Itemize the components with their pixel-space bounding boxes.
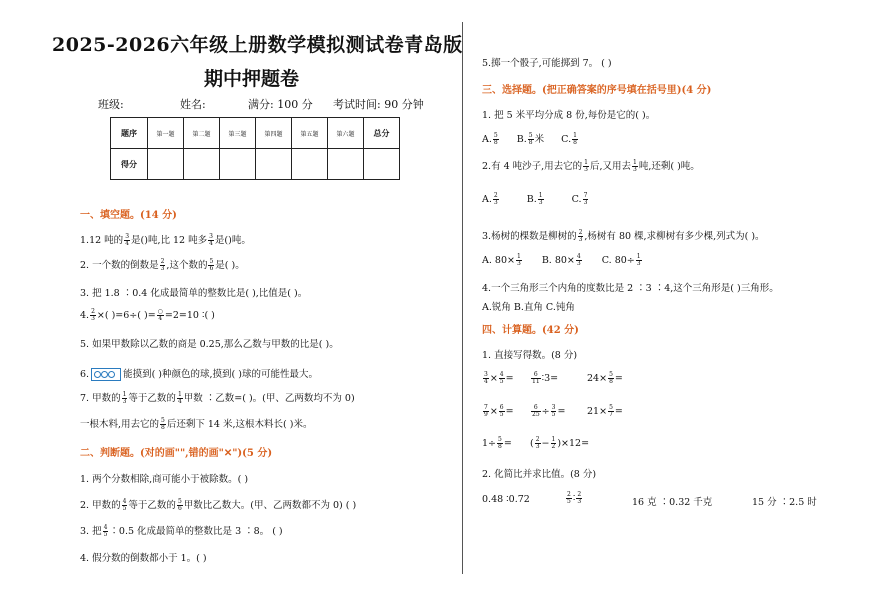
- fraction: $\frac{3}{4}$: [209, 233, 213, 247]
- fraction: $\frac{1}{3}$: [538, 192, 543, 206]
- calc-expr: $\frac{6}{25}$ ÷ $\frac{3}{5}$ =: [532, 404, 566, 418]
- judge-3: 3. 把 $\frac{4}{5}$ ∶0.5 化成最简单的整数比是 3 ∶8。 ( ): [80, 524, 283, 538]
- choice-2-options: A. $\frac{2}{3}$ B. $\frac{1}{3}$ C. $\frac{7}{3}$: [482, 192, 588, 206]
- calc-expr: $\frac{7}{9}$ × $\frac{6}{5}$ =: [484, 404, 514, 418]
- table-cell: 第三题: [220, 118, 256, 149]
- fraction: $\frac{4}{5}$: [122, 498, 127, 512]
- fraction: $\frac{1}{3}$: [584, 159, 588, 173]
- table-cell: 第四题: [256, 118, 292, 149]
- score-entry[interactable]: [148, 149, 184, 180]
- calc-expr: $\frac{3}{4}$ × $\frac{4}{5}$ =: [484, 371, 514, 385]
- question-8: 一根木料,用去它的 $\frac{5}{8}$ 后还剩下 14 米,这根木料长( )米。: [80, 417, 313, 431]
- fraction: $\frac{3}{4}$: [125, 233, 130, 247]
- question-7: 7. 甲数的 $\frac{1}{3}$ 等于乙数的 $\frac{1}{4}$ 甲数 ∶乙数=( )。(甲、乙两数均不为 0): [80, 391, 355, 405]
- choice-1: 1. 把 5 米平均分成 8 份,每份是它的( )。: [482, 110, 656, 121]
- fraction: $\frac{1}{3}$: [636, 253, 641, 267]
- name-label: 姓名:: [180, 98, 206, 111]
- fraction: $\frac{5}{8}$: [528, 132, 533, 146]
- score-table: [110, 117, 400, 180]
- fraction: $\frac{5}{6}$: [209, 258, 214, 272]
- fraction: $\frac{1}{3}$: [516, 253, 521, 267]
- table-cell: 第五题: [292, 118, 328, 149]
- ball-box-icon: [91, 368, 121, 381]
- score-entry[interactable]: [256, 149, 292, 180]
- table-header-row: [111, 118, 400, 149]
- score-entry[interactable]: [292, 149, 328, 180]
- fraction: $\frac{5}{8}$: [161, 417, 165, 431]
- choice-1-options: A. $\frac{5}{8}$ B. $\frac{5}{8}$ 米 C. $\frac{1}{8}$: [482, 132, 577, 146]
- section-calculation: 四、计算题。(42 分): [482, 325, 579, 336]
- table-cell: 得分: [111, 149, 148, 180]
- ratio-1: 0.48 ∶0.72: [482, 494, 530, 505]
- ratio-4: 15 分 ∶2.5 时: [752, 497, 817, 508]
- full-score-label: 满分: 100 分: [248, 98, 313, 111]
- question-5: 5. 如果甲数除以乙数的商是 0.25,那么乙数与甲数的比是( )。: [80, 339, 339, 350]
- question-1: 1.12 吨的 $\frac{3}{4}$ 是()吨,比 12 吨多 $\frac{3}{4}$ 是()吨。: [80, 233, 251, 247]
- table-cell: 第二题: [184, 118, 220, 149]
- score-entry[interactable]: [184, 149, 220, 180]
- choice-4-options: A.锐角 B.直角 C.钝角: [482, 302, 575, 313]
- choice-3: 3.杨树的棵数是柳树的 $\frac{2}{3}$ ,杨树有 80 棵,求柳树有多少棵,列式为( )。: [482, 229, 765, 243]
- fraction: $\frac{1}{3}$: [633, 159, 637, 173]
- score-entry[interactable]: [364, 149, 400, 180]
- fraction: $\frac{1}{3}$: [122, 391, 127, 405]
- calc-expr: 1÷ $\frac{5}{8}$ =: [482, 436, 512, 450]
- calc-expr: 24× $\frac{5}{8}$ =: [587, 371, 623, 385]
- ratio-3: 16 克 ∶0.32 千克: [632, 497, 713, 508]
- question-2: 2. 一个数的倒数是 $\frac{2}{3}$ ,这个数的 $\frac{5}{6}$ 是( )。: [80, 258, 245, 272]
- fraction: $\frac{5}{6}$: [177, 498, 182, 512]
- section-fill-blank: 一、填空题。(14 分): [80, 210, 177, 221]
- fraction: $\frac{5}{8}$: [493, 132, 498, 146]
- class-label: 班级:: [98, 98, 124, 111]
- choice-2: 2.有 4 吨沙子,用去它的 $\frac{1}{3}$ 后,又用去 $\frac{1}{3}$ 吨,还剩( )吨。: [482, 159, 700, 173]
- score-entry[interactable]: [220, 149, 256, 180]
- fraction: $\frac{1}{8}$: [573, 132, 577, 146]
- ratio-2: $\frac{2}{5}$ ∶ $\frac{2}{3}$: [567, 491, 582, 505]
- question-3: 3. 把 1.8 ∶0.4 化成最简单的整数比是( ),比值是( )。: [80, 288, 308, 299]
- section-true-false: 二、判断题。(对的画"",错的画"✕")(5 分): [80, 448, 273, 459]
- fraction: $\frac{4}{3}$: [576, 253, 581, 267]
- fraction: $\frac{2}{3}$: [578, 229, 583, 243]
- table-cell: 第一题: [148, 118, 184, 149]
- choice-4: 4.一个三角形三个内角的度数比是 2 ∶3 ∶4,这个三角形是( )三角形。: [482, 283, 779, 294]
- calc-expr: 21× $\frac{5}{7}$ =: [587, 404, 623, 418]
- fraction: $\frac{2}{3}$: [160, 258, 165, 272]
- calc-expr: ( $\frac{2}{3}$ − $\frac{1}{2}$ )×12=: [530, 436, 590, 450]
- table-row: [111, 149, 400, 180]
- page-subtitle: 期中押题卷: [204, 68, 300, 90]
- fraction: $\frac{2}{3}$: [91, 308, 95, 322]
- section-choice: 三、选择题。(把正确答案的序号填在括号里)(4 分): [482, 85, 712, 96]
- calc-part-2: 2. 化简比并求比值。(8 分): [482, 469, 597, 480]
- fraction: $\frac{1}{4}$: [177, 391, 182, 405]
- table-cell: 总分: [364, 118, 400, 149]
- question-6: 6. 能摸到( )种颜色的球,摸到( )球的可能性最大。: [80, 369, 318, 380]
- question-4: 4. $\frac{2}{3}$ ×( )=6÷( )= ○ 4 =2=10 ∶( ): [80, 308, 215, 322]
- exam-time-label: 考试时间: 90 分钟: [333, 98, 424, 111]
- fraction: $\frac{7}{3}$: [583, 192, 588, 206]
- choice-3-options: A. 80× $\frac{1}{3}$ B. 80× $\frac{4}{3}$ C. 80÷ $\frac{1}{3}$: [482, 253, 641, 267]
- page-title: 2025-2026六年级上册数学模拟测试卷青岛版: [52, 34, 463, 56]
- fraction: $\frac{4}{5}$: [103, 524, 108, 538]
- table-cell: 第六题: [328, 118, 364, 149]
- fraction: ○ 4: [157, 308, 163, 322]
- calc-part-1: 1. 直接写得数。(8 分): [482, 350, 578, 361]
- column-divider: [462, 22, 463, 574]
- judge-1: 1. 两个分数相除,商可能小于被除数。( ): [80, 474, 249, 485]
- judge-2: 2. 甲数的 $\frac{4}{5}$ 等于乙数的 $\frac{5}{6}$ 甲数比乙数大。(甲、乙两数都不为 0) ( ): [80, 498, 357, 512]
- judge-4: 4. 假分数的倒数都小于 1。( ): [80, 553, 207, 564]
- table-cell: 题序: [111, 118, 148, 149]
- fraction: $\frac{2}{3}$: [493, 192, 498, 206]
- score-entry[interactable]: [328, 149, 364, 180]
- calc-expr: $\frac{6}{11}$ ∶3=: [532, 371, 559, 385]
- judge-5: 5.掷一个骰子,可能掷到 7。 ( ): [482, 58, 612, 69]
